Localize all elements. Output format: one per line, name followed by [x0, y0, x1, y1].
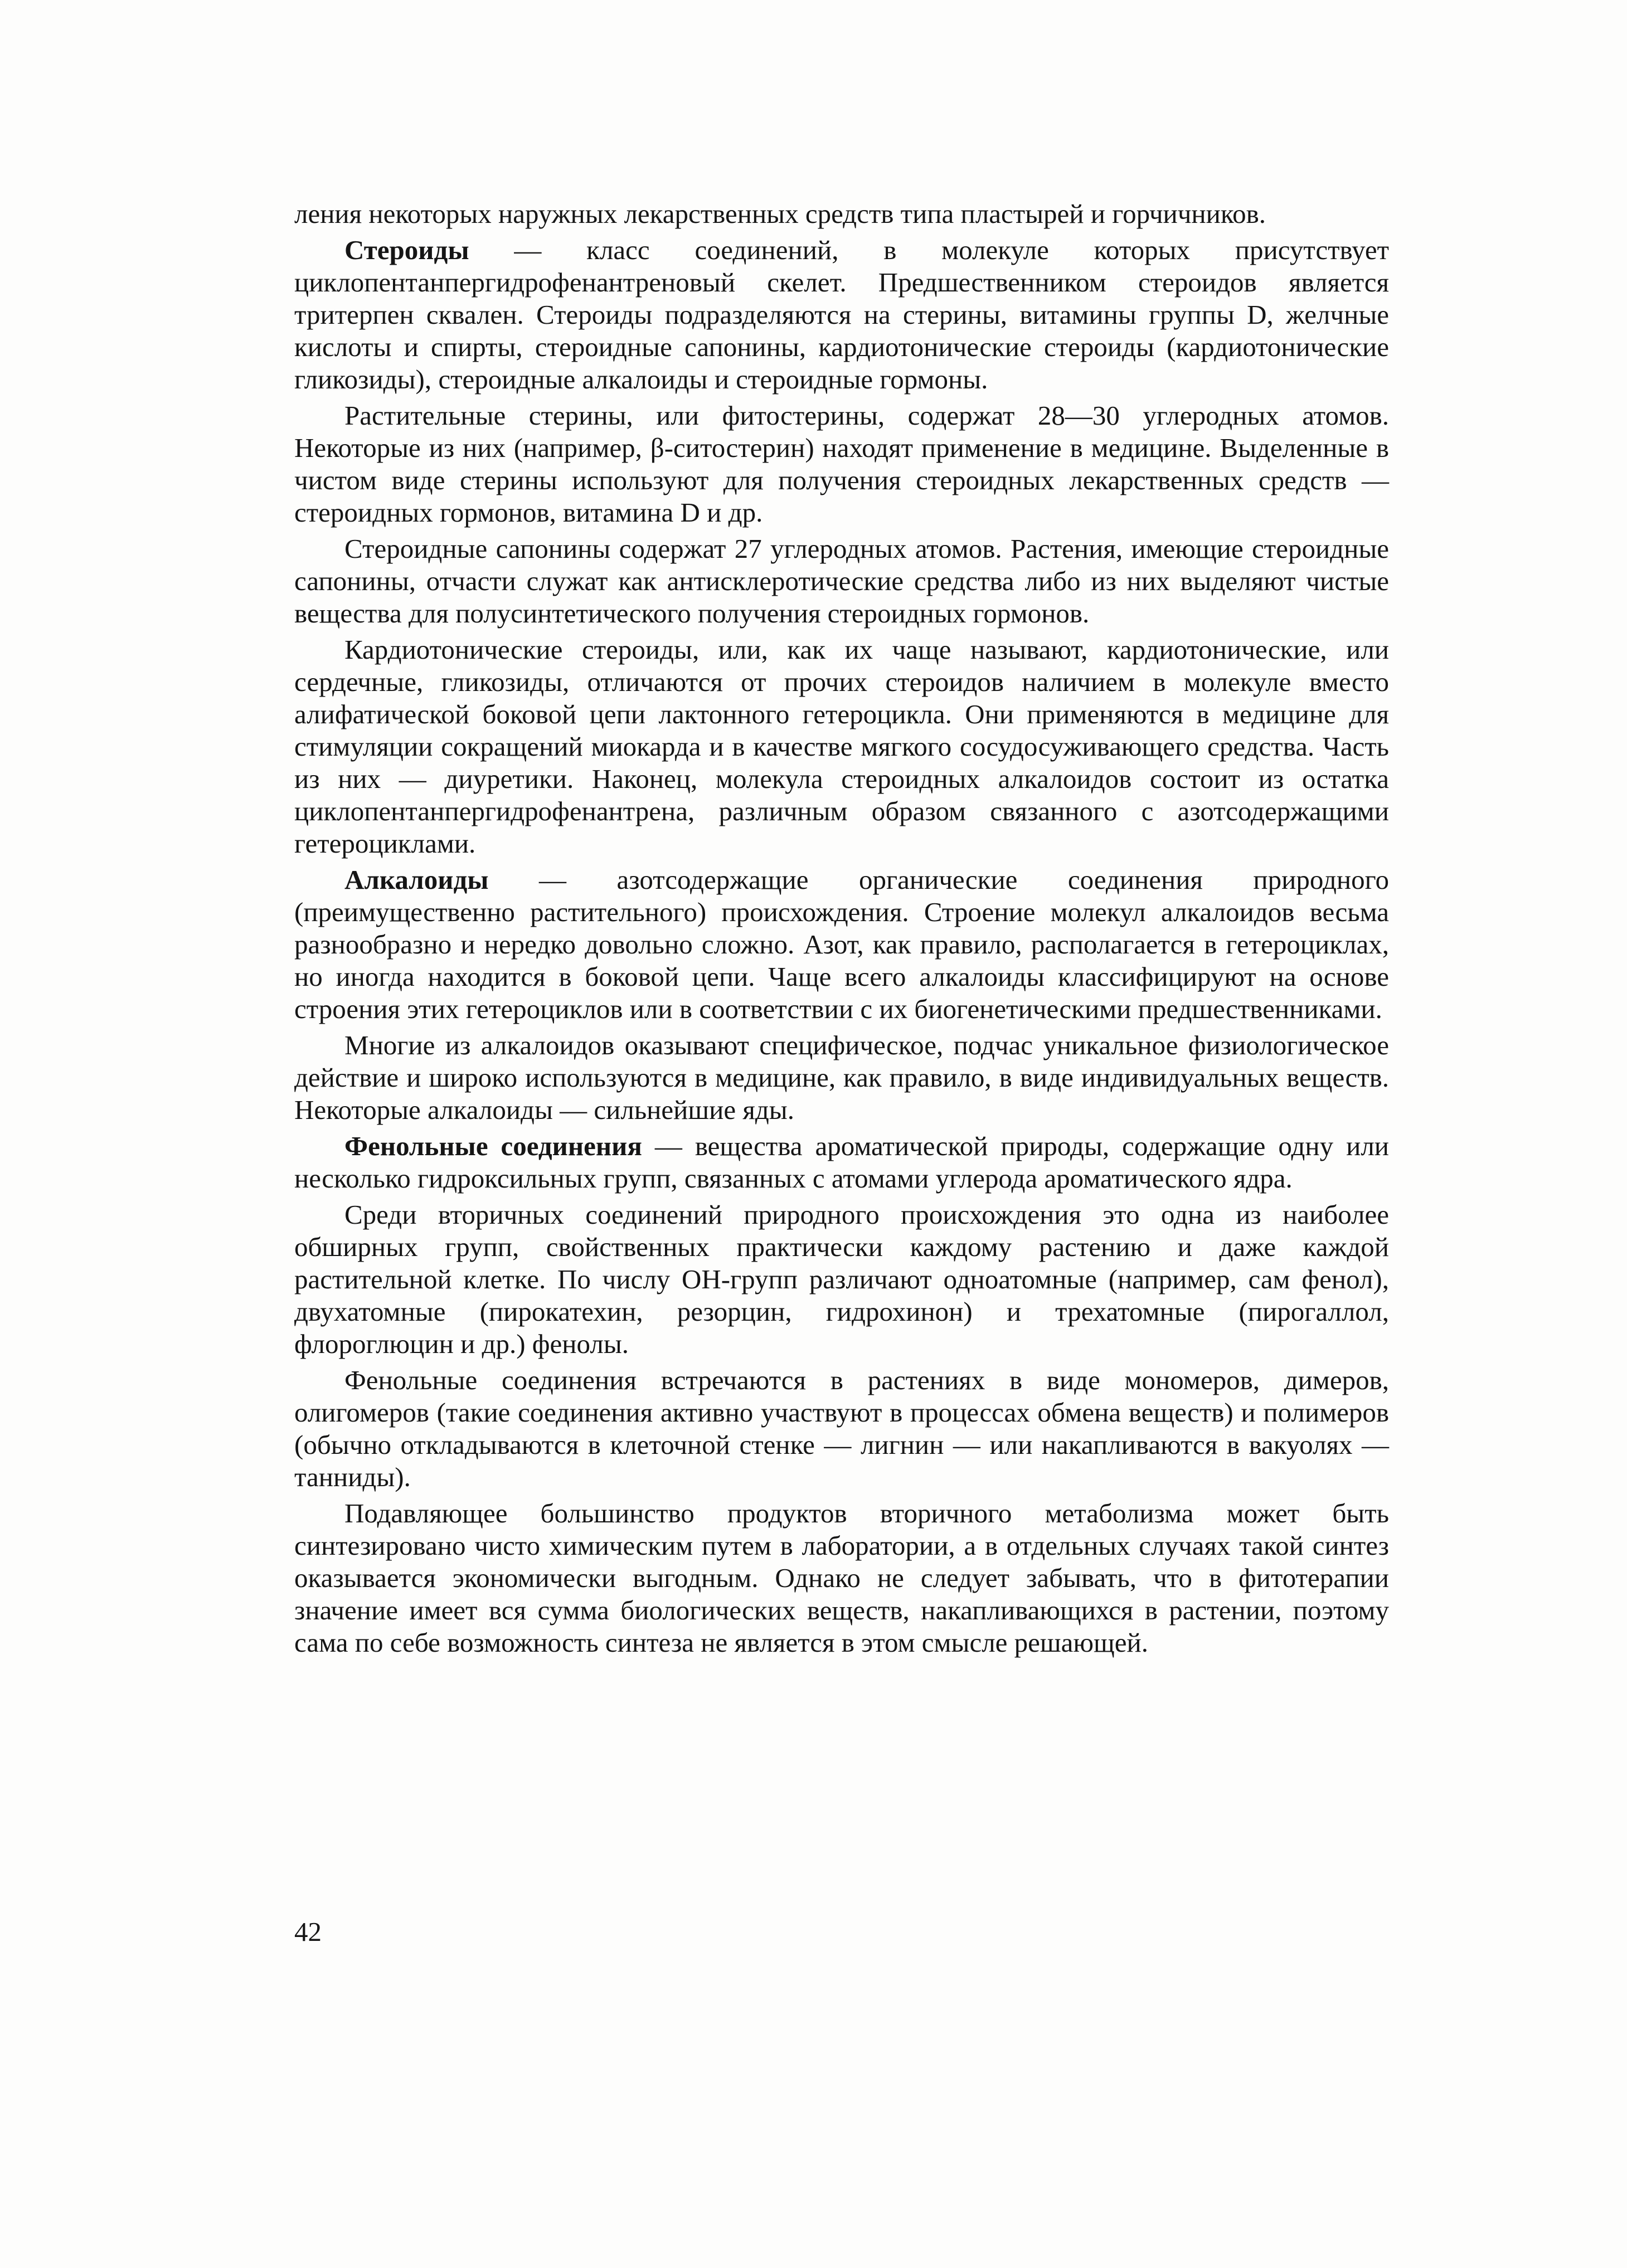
paragraph-continuation: [294, 198, 1389, 230]
paragraph-text: ления некоторых наружных лекарственных средств типа пластырей и горчичников.: [294, 198, 1266, 229]
term-phenolic-compounds: Фенольные соединения: [344, 1131, 642, 1161]
paragraph-synthesis: [294, 1497, 1389, 1659]
paragraph-steroids: [294, 234, 1389, 396]
term-steroids: Стероиды: [344, 235, 469, 265]
body-text: [294, 198, 1389, 1663]
paragraph-text: Растительные стерины, или фитостерины, содержат 28—30 углеродных атомов. Некоторые из них (например, β-ситостерин) находят применение в медицине. Выделенные в чистом виде стерины используют для получения стероидных лекарственных средств — стероидных гормонов, витамина D и др.: [294, 400, 1389, 528]
page-number: 42: [294, 1916, 322, 1947]
paragraph-text: Многие из алкалоидов оказывают специфическое, подчас уникальное физиологическое действие и широко используются в медицине, как правило, в виде индивидуальных веществ. Некоторые алкалоиды — сильнейшие яды.: [294, 1030, 1389, 1125]
term-alkaloids: Алкалоиды: [344, 864, 489, 895]
paragraph-text: Среди вторичных соединений природного происхождения это одна из наиболее обширных групп, свойственных практически каждому растению и даже каждой растительной клетке. По числу ОН-групп различают одноатомные (например, сам фенол), двухатомные (пирокатехин, резорцин, гидрохинон) и трехатомные (пирогаллол, флороглюцин и др.) фенолы.: [294, 1199, 1389, 1359]
paragraph-steroid-saponins: [294, 533, 1389, 630]
paragraph-text: — вещества ароматической природы, содержащие одну или несколько гидроксильных групп, связанных с атомами углерода ароматического ядра.: [294, 1131, 1389, 1194]
paragraph-text: Подавляющее большинство продуктов вторичного метаболизма может быть синтезировано чисто химическим путем в лаборатории, а в отдельных случаях такой синтез оказывается экономически выгодным. Однако не следует забывать, что в фитотерапии значение имеет вся сумма биологических веществ, накапливающихся в растении, поэтому сама по себе возможность синтеза не является в этом смысле решающей.: [294, 1498, 1389, 1658]
paragraph-text: Стероидные сапонины содержат 27 углеродных атомов. Растения, имеющие стероидные сапонины, отчасти служат как антисклеротические средства либо из них выделяют чистые вещества для полусинтетического получения стероидных гормонов.: [294, 533, 1389, 629]
paragraph-alkaloid-action: [294, 1029, 1389, 1126]
paragraph-text: — класс соединений, в молекуле которых присутствует циклопентанпергидрофенантреновый скелет. Предшественником стероидов является тритерпен сквален. Стероиды подразделяются на стерины, витамины группы D, желчные кислоты и спирты, стероидные сапонины, кардиотонические стероиды (кардиотонические гликозиды), стероидные алкалоиды и стероидные гормоны.: [294, 235, 1389, 395]
paragraph-phenol-forms: [294, 1364, 1389, 1493]
paragraph-text: Фенольные соединения встречаются в растениях в виде мономеров, димеров, олигомеров (такие соединения активно участвуют в процессах обмена веществ) и полимеров (обычно откладываются в клеточной стенке — лигнин — или накапливаются в вакуолях — танниды).: [294, 1365, 1389, 1492]
paragraph-phytosterols: [294, 400, 1389, 529]
paragraph-phenol-groups: [294, 1199, 1389, 1360]
paragraph-text: Кардиотонические стероиды, или, как их чаще называют, кардиотонические, или сердечные, гликозиды, отличаются от прочих стероидов наличием в молекуле вместо алифатической боковой цепи лактонного гетероцикла. Они применяются в медицине для стимуляции сокращений миокарда и в качестве мягкого сосудосуживающего средства. Часть из них — диуретики. Наконец, молекула стероидных алкалоидов состоит из остатка циклопентанпергидрофенантрена, различным образом связанного с азотсодержащими гетероциклами.: [294, 634, 1389, 859]
paragraph-text: — азотсодержащие органические соединения природного (преимущественно растительного) происхождения. Строение молекул алкалоидов весьма разнообразно и нередко довольно сложно. Азот, как правило, располагается в гетероциклах, но иногда находится в боковой цепи. Чаще всего алкалоиды классифицируют на основе строения этих гетероциклов или в соответствии с их биогенетическими предшественниками.: [294, 864, 1389, 1024]
paragraph-phenolic-compounds: [294, 1130, 1389, 1195]
paragraph-alkaloids: [294, 864, 1389, 1025]
paragraph-cardiotonic-steroids: [294, 634, 1389, 860]
